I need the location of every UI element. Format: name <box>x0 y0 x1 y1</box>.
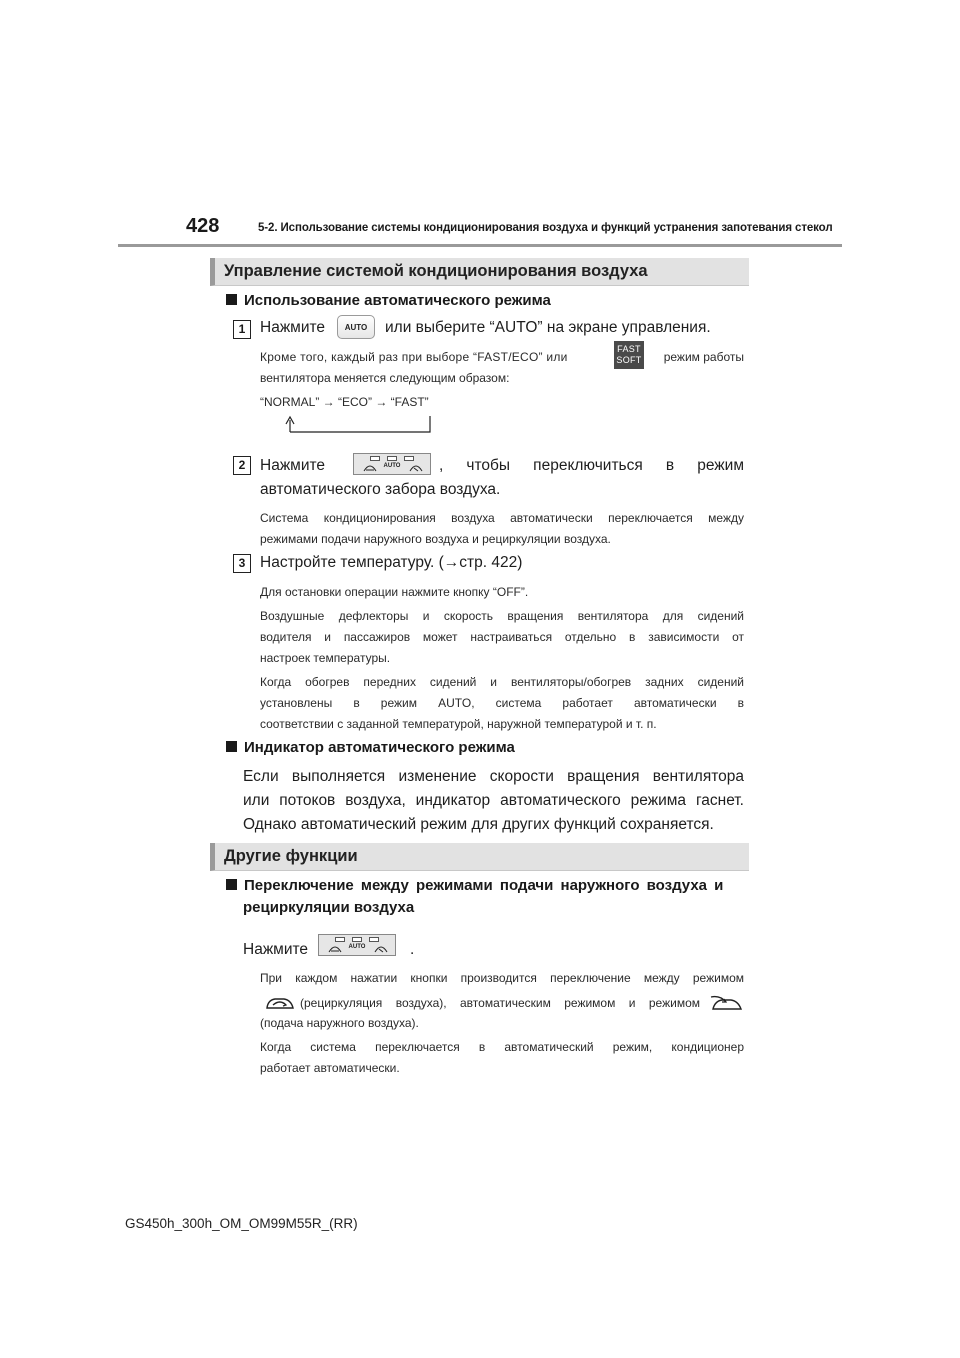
section-bar-ac-control <box>210 258 749 286</box>
section-bar-other-functions <box>210 843 749 871</box>
step3-note3b: установлены в режим AUTO, система работает автоматически в <box>260 696 744 710</box>
section2-note1c: (подача наружного воздуха). <box>260 1016 419 1030</box>
section-title: Управление системой кондиционирования воздуха <box>224 262 648 280</box>
step-number: 1 <box>233 320 251 339</box>
auto-intake-button-2[interactable]: AUTO <box>318 934 396 956</box>
step2-note1: Система кондиционирования воздуха автоматически переключается между <box>260 511 744 525</box>
section2-note2b: работает автоматически. <box>260 1061 400 1075</box>
fresh-air-icon <box>373 944 389 954</box>
section-title: Другие функции <box>224 847 358 865</box>
auto-button[interactable]: AUTO <box>337 315 375 339</box>
step3-note1: Для остановки операции нажмите кнопку “OFF”. <box>260 585 529 599</box>
step-number: 2 <box>233 456 251 475</box>
section2-note2a: Когда система переключается в автоматический режим, кондиционер <box>260 1040 744 1054</box>
fast-soft-button[interactable]: FAST SOFT <box>614 341 644 369</box>
cycle-return-arrow <box>280 412 435 434</box>
square-bullet-icon <box>226 879 237 890</box>
press-text: Нажмите <box>243 941 309 958</box>
fresh-air-icon <box>408 463 424 473</box>
indicator-leds <box>354 456 430 461</box>
indicator-line1: Если выполняется изменение скорости вращения вентилятора <box>243 768 744 785</box>
press-period: . <box>410 941 415 958</box>
step3-note3a: Когда обогрев передних сидений и вентиляторы/обогрев задних сидений <box>260 675 744 689</box>
step1-text: или выберите “AUTO” на экране управления. <box>385 319 711 336</box>
footer-doc-id: GS450h_300h_OM_OM99M55R_(RR) <box>125 1216 358 1231</box>
step3-note2b: водителя и пассажиров может настраиваться отдельно в зависимости от <box>260 630 744 644</box>
step1-note-a-end: режим работы <box>663 350 744 364</box>
recirculation-car-icon <box>264 993 296 1013</box>
header-rule <box>118 244 842 247</box>
square-bullet-icon <box>226 294 237 305</box>
step3-text: Настройте температуру. (→стр. 422) <box>260 554 523 571</box>
indicator-line3: Однако автоматический режим для других функций сохраняется. <box>243 816 714 833</box>
step2-press: Нажмите <box>260 457 326 474</box>
step1-press: Нажмите <box>260 319 326 336</box>
page-number: 428 <box>186 215 220 237</box>
section2-note1b: (рециркуляция воздуха), автоматическим режимом и режимом <box>300 996 700 1010</box>
step1-note-b: вентилятора меняется следующим образом: <box>260 371 510 385</box>
step2-text-line2: автоматического забора воздуха. <box>260 481 501 498</box>
step1-note-a: Кроме того, каждый раз при выборе “FAST/ECO” или <box>260 350 568 364</box>
step3-note2c: настроек температуры. <box>260 651 391 665</box>
indicator-leds <box>319 937 395 942</box>
subhead-air-intake-line2: рециркуляции воздуха <box>243 899 415 916</box>
chapter-title: 5-2. Использование системы кондиционирования воздуха и функций устранения запотевания стекол <box>258 222 833 234</box>
subhead-auto-mode: Использование автоматического режима <box>226 292 551 309</box>
subhead-indicator: Индикатор автоматического режима <box>226 739 515 756</box>
step2-note2: режимами подачи наружного воздуха и рециркуляции воздуха. <box>260 532 611 546</box>
indicator-line2: или потоков воздуха, индикатор автоматического режима гаснет. <box>243 792 744 809</box>
fresh-air-car-icon <box>710 993 744 1013</box>
subhead-air-intake: Переключение между режимами подачи наружного воздуха и <box>226 877 744 894</box>
auto-intake-button[interactable]: AUTO <box>353 453 431 475</box>
step3-note3c: соответствии с заданной температурой, наружной температурой и т. п. <box>260 717 657 731</box>
section2-note1a: При каждом нажатии кнопки производится переключение между режимом <box>260 971 744 985</box>
square-bullet-icon <box>226 741 237 752</box>
mode-cycle: “NORMAL” → “ECO” → “FAST” <box>260 395 429 409</box>
step2-text: , чтобы переключиться в режим <box>439 457 744 474</box>
step3-note2a: Воздушные дефлекторы и скорость вращения вентилятора для сидений <box>260 609 744 623</box>
step-number: 3 <box>233 554 251 573</box>
